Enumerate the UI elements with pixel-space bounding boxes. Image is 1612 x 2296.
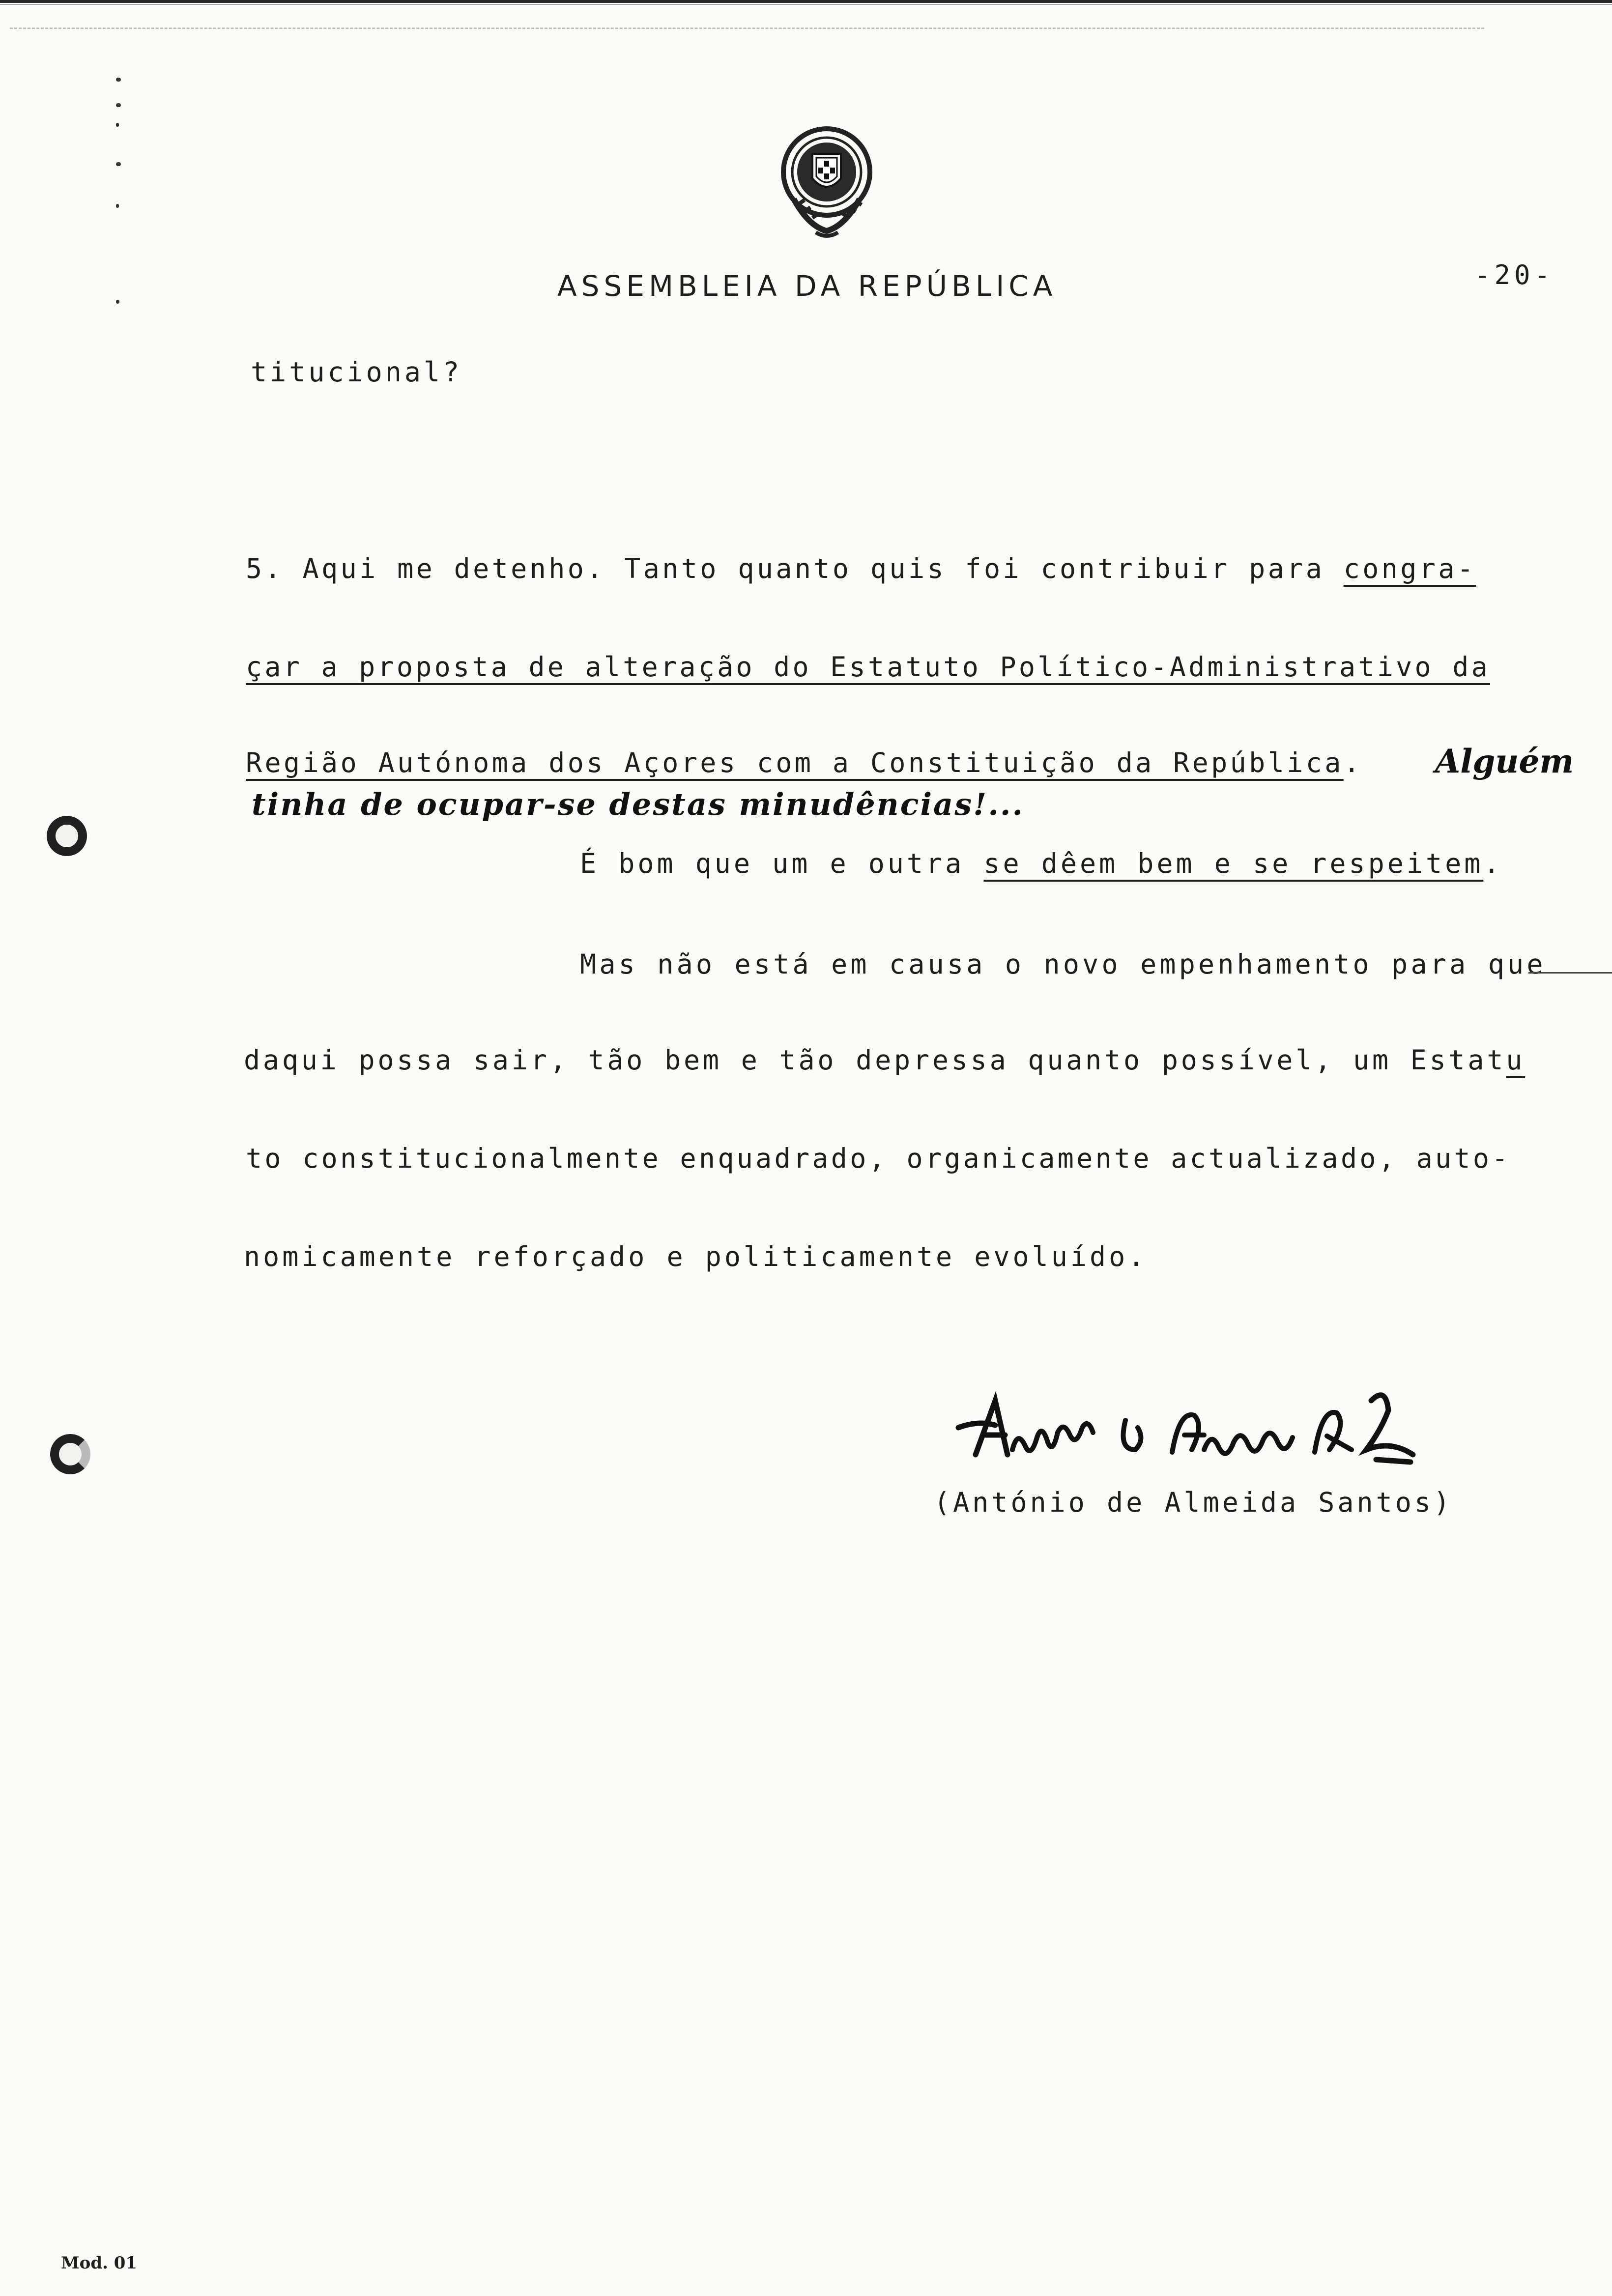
underlined-phrase-1: congra- [1343, 553, 1476, 584]
para6-line-2 [244, 1044, 1525, 1076]
handwritten-note-line-2: tinha de ocupar-se destas minudências!... [252, 786, 1025, 822]
coat-of-arms-portugal-icon [774, 125, 880, 241]
underlined-letter: u [1506, 1044, 1526, 1076]
handwritten-note-line-1: Alguém [1435, 742, 1574, 780]
top-dashed-line [10, 28, 1484, 29]
para6-line-3: to constitucionalmente enquadrado, organicamente actualizado, auto- [246, 1143, 1511, 1174]
signatory-name: (António de Almeida Santos) [934, 1487, 1453, 1518]
margin-marks [111, 69, 131, 324]
punch-hole-upper [47, 816, 87, 856]
institution-title: ASSEMBLEIA DA REPÚBLICA [557, 269, 1057, 303]
para5-line-4-text: É bom que um e outra [580, 848, 984, 879]
para6-line-1: Mas não está em causa o novo empenhamento para que [580, 948, 1546, 980]
margin-stroke [1528, 972, 1612, 974]
para5-line-1 [246, 553, 1476, 584]
para5-line-2: çar a proposta de alteração do Estatuto Político-Administrativo da [246, 651, 1490, 683]
para5-line-3 [246, 747, 1362, 778]
para5-line-3-period: . [1343, 747, 1363, 778]
handwritten-signature [949, 1381, 1420, 1479]
page-number: -20- [1474, 259, 1554, 290]
para5-line-1-text: 5. Aqui me detenho. Tanto quanto quis foi contribuir para [246, 553, 1344, 584]
para5-line-4-period: . [1483, 848, 1503, 879]
text-line-1: titucional? [251, 356, 462, 388]
form-code: Mod. 01 [61, 2253, 138, 2273]
para6-line-2-text: daqui possa sair, tão bem e tão depressa quanto possível, um Estat [244, 1044, 1506, 1076]
para6-line-4: nomicamente reforçado e politicamente evoluído. [244, 1241, 1148, 1272]
top-edge-rule [0, 0, 1612, 7]
underlined-phrase-3: se dêem bem e se respeitem [983, 848, 1484, 879]
punch-hole-lower [50, 1434, 90, 1474]
underlined-phrase-2: Região Autónoma dos Açores com a Constituição da República [246, 747, 1344, 778]
para5-line-4 [580, 848, 1502, 879]
